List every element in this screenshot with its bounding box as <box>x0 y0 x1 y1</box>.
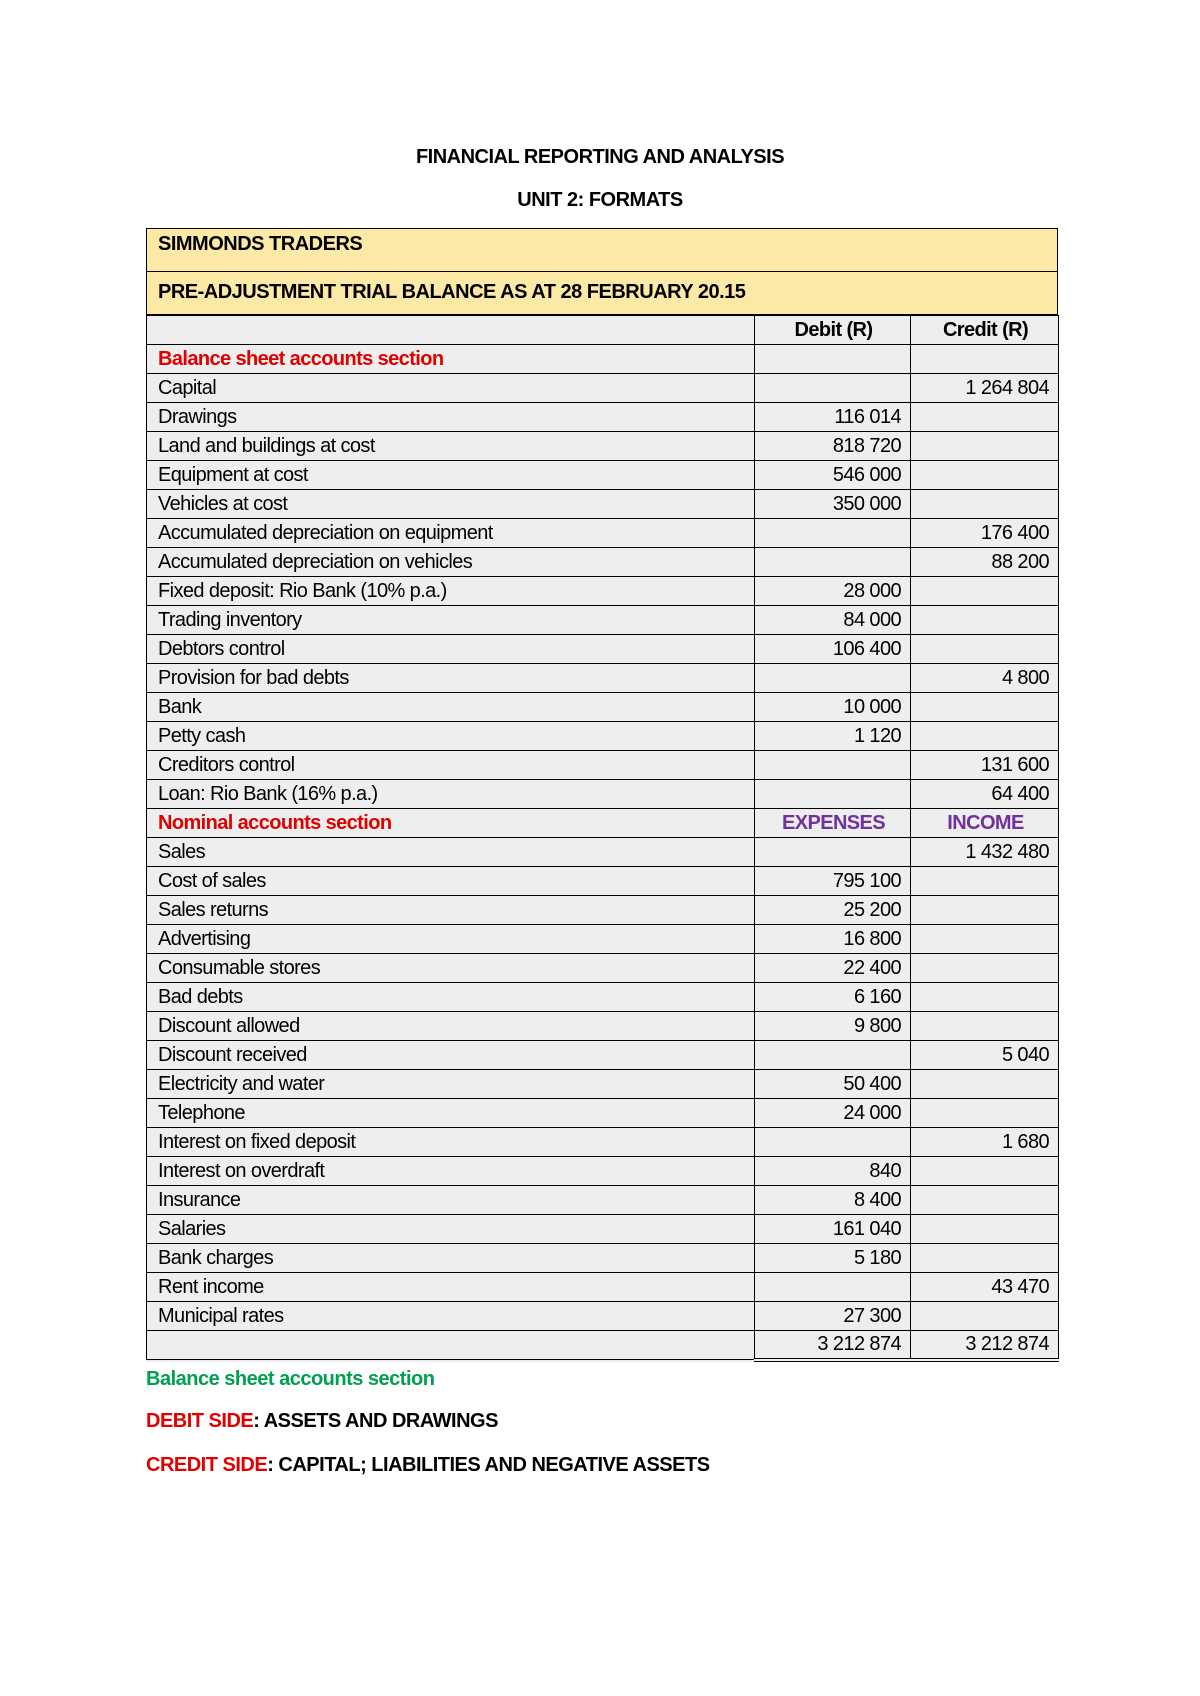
debit-cell <box>755 780 911 809</box>
table-row <box>147 374 1059 403</box>
table-row <box>147 693 1059 722</box>
account-cell: Consumable stores <box>147 954 755 983</box>
table-row <box>147 780 1059 809</box>
debit-cell: 795 100 <box>755 867 911 896</box>
account-cell: Capital <box>147 374 755 403</box>
credit-cell <box>911 403 1059 432</box>
credit-cell <box>911 722 1059 751</box>
table-row <box>147 1012 1059 1041</box>
credit-cell <box>911 1186 1059 1215</box>
table-row <box>147 925 1059 954</box>
table-row <box>147 635 1059 664</box>
credit-cell <box>911 490 1059 519</box>
account-cell: Telephone <box>147 1099 755 1128</box>
debit-cell <box>755 374 911 403</box>
document-title: FINANCIAL REPORTING AND ANALYSIS <box>415 146 785 168</box>
table-row <box>147 577 1059 606</box>
account-cell: Vehicles at cost <box>147 490 755 519</box>
debit-side-label: DEBIT SIDE <box>146 1410 254 1432</box>
credit-cell <box>911 1099 1059 1128</box>
debit-cell: 116 014 <box>755 403 911 432</box>
account-cell: Creditors control <box>147 751 755 780</box>
debit-cell: 8 400 <box>755 1186 911 1215</box>
credit-cell: 64 400 <box>911 780 1059 809</box>
account-cell: Cost of sales <box>147 867 755 896</box>
debit-cell <box>755 1273 911 1302</box>
debit-cell: 22 400 <box>755 954 911 983</box>
credit-cell <box>911 432 1059 461</box>
account-cell: Bad debts <box>147 983 755 1012</box>
table-row <box>147 1273 1059 1302</box>
table-row <box>147 983 1059 1012</box>
table-row <box>147 722 1059 751</box>
credit-cell <box>911 461 1059 490</box>
trial-balance-grid <box>146 315 1059 1362</box>
account-cell: Municipal rates <box>147 1302 755 1331</box>
credit-cell <box>911 1215 1059 1244</box>
debit-cell: 1 120 <box>755 722 911 751</box>
debit-cell: 818 720 <box>755 432 911 461</box>
debit-cell: 9 800 <box>755 1012 911 1041</box>
table-row <box>147 867 1059 896</box>
credit-cell: 1 432 480 <box>911 838 1059 867</box>
table-row <box>147 432 1059 461</box>
note-debit-side <box>146 1410 498 1433</box>
debit-cell: 350 000 <box>755 490 911 519</box>
credit-cell <box>911 606 1059 635</box>
account-header <box>147 316 755 345</box>
account-cell: Fixed deposit: Rio Bank (10% p.a.) <box>147 577 755 606</box>
account-cell: Bank <box>147 693 755 722</box>
total-debit: 3 212 874 <box>755 1331 911 1360</box>
table-row <box>147 1186 1059 1215</box>
account-cell: Discount received <box>147 1041 755 1070</box>
account-cell: Debtors control <box>147 635 755 664</box>
debit-cell <box>755 664 911 693</box>
section-title-balance: Balance sheet accounts section <box>147 345 755 374</box>
table-row <box>147 896 1059 925</box>
account-cell: Accumulated depreciation on equipment <box>147 519 755 548</box>
statement-title: PRE-ADJUSTMENT TRIAL BALANCE AS AT 28 FEBRUARY 20.15 <box>146 271 1058 315</box>
debit-cell <box>755 838 911 867</box>
credit-cell: 176 400 <box>911 519 1059 548</box>
debit-cell: 106 400 <box>755 635 911 664</box>
debit-cell: 10 000 <box>755 693 911 722</box>
table-row <box>147 1302 1059 1331</box>
debit-header: Debit (R) <box>755 316 911 345</box>
debit-side-text: : ASSETS AND DRAWINGS <box>253 1410 498 1432</box>
debit-cell: 28 000 <box>755 577 911 606</box>
debit-cell: 6 160 <box>755 983 911 1012</box>
table-row <box>147 664 1059 693</box>
credit-side-text: : CAPITAL; LIABILITIES AND NEGATIVE ASSETS <box>267 1454 710 1476</box>
credit-cell <box>911 1070 1059 1099</box>
credit-cell <box>911 635 1059 664</box>
account-cell: Salaries <box>147 1215 755 1244</box>
total-credit: 3 212 874 <box>911 1331 1059 1360</box>
debit-cell: 84 000 <box>755 606 911 635</box>
credit-cell: 88 200 <box>911 548 1059 577</box>
debit-cell: 840 <box>755 1157 911 1186</box>
table-row <box>147 403 1059 432</box>
table-row <box>147 1244 1059 1273</box>
debit-cell <box>755 548 911 577</box>
section-title-nominal: Nominal accounts section <box>147 809 755 838</box>
account-cell: Interest on overdraft <box>147 1157 755 1186</box>
account-cell: Provision for bad debts <box>147 664 755 693</box>
section-row-balance <box>147 345 1059 374</box>
debit-cell <box>755 1041 911 1070</box>
credit-cell: 4 800 <box>911 664 1059 693</box>
table-row <box>147 519 1059 548</box>
account-cell: Sales returns <box>147 896 755 925</box>
debit-cell <box>755 519 911 548</box>
debit-cell <box>755 751 911 780</box>
section-row-nominal <box>147 809 1059 838</box>
credit-cell: 1 264 804 <box>911 374 1059 403</box>
column-header-row <box>147 316 1059 345</box>
credit-header: Credit (R) <box>911 316 1059 345</box>
table-row <box>147 1157 1059 1186</box>
document-subtitle: UNIT 2: FORMATS <box>517 189 683 211</box>
account-cell: Loan: Rio Bank (16% p.a.) <box>147 780 755 809</box>
credit-cell <box>911 1157 1059 1186</box>
credit-cell <box>911 954 1059 983</box>
account-cell: Drawings <box>147 403 755 432</box>
credit-cell <box>911 896 1059 925</box>
table-row <box>147 838 1059 867</box>
credit-cell <box>911 867 1059 896</box>
company-name: SIMMONDS TRADERS <box>146 228 1058 271</box>
account-cell: Petty cash <box>147 722 755 751</box>
credit-cell <box>911 1244 1059 1273</box>
account-cell: Electricity and water <box>147 1070 755 1099</box>
credit-cell <box>911 1012 1059 1041</box>
table-row <box>147 606 1059 635</box>
table-row <box>147 751 1059 780</box>
debit-cell: 24 000 <box>755 1099 911 1128</box>
debit-cell: 161 040 <box>755 1215 911 1244</box>
account-cell: Discount allowed <box>147 1012 755 1041</box>
account-cell: Advertising <box>147 925 755 954</box>
debit-cell: 16 800 <box>755 925 911 954</box>
trial-balance-table <box>146 228 1058 1362</box>
expenses-label: EXPENSES <box>755 809 911 838</box>
table-row <box>147 1215 1059 1244</box>
account-cell: Land and buildings at cost <box>147 432 755 461</box>
debit-cell: 546 000 <box>755 461 911 490</box>
debit-cell: 50 400 <box>755 1070 911 1099</box>
credit-cell: 1 680 <box>911 1128 1059 1157</box>
account-cell: Insurance <box>147 1186 755 1215</box>
table-row <box>147 954 1059 983</box>
credit-cell: 131 600 <box>911 751 1059 780</box>
table-row <box>147 461 1059 490</box>
account-cell: Bank charges <box>147 1244 755 1273</box>
debit-cell: 25 200 <box>755 896 911 925</box>
credit-side-label: CREDIT SIDE <box>146 1454 268 1476</box>
account-cell: Sales <box>147 838 755 867</box>
credit-cell <box>911 1302 1059 1331</box>
account-cell: Rent income <box>147 1273 755 1302</box>
credit-cell <box>911 577 1059 606</box>
debit-cell: 27 300 <box>755 1302 911 1331</box>
table-row <box>147 1041 1059 1070</box>
credit-cell: 43 470 <box>911 1273 1059 1302</box>
credit-cell: 5 040 <box>911 1041 1059 1070</box>
note-section-label: Balance sheet accounts section <box>146 1368 435 1390</box>
debit-cell: 5 180 <box>755 1244 911 1273</box>
table-row <box>147 1099 1059 1128</box>
income-label: INCOME <box>911 809 1059 838</box>
credit-cell <box>911 925 1059 954</box>
totals-row <box>147 1331 1059 1360</box>
credit-cell <box>911 693 1059 722</box>
note-credit-side <box>146 1454 710 1477</box>
table-row <box>147 490 1059 519</box>
account-cell: Accumulated depreciation on vehicles <box>147 548 755 577</box>
account-cell: Interest on fixed deposit <box>147 1128 755 1157</box>
account-cell: Equipment at cost <box>147 461 755 490</box>
debit-cell <box>755 1128 911 1157</box>
table-row <box>147 1128 1059 1157</box>
table-row <box>147 548 1059 577</box>
account-cell: Trading inventory <box>147 606 755 635</box>
table-row <box>147 1070 1059 1099</box>
credit-cell <box>911 983 1059 1012</box>
